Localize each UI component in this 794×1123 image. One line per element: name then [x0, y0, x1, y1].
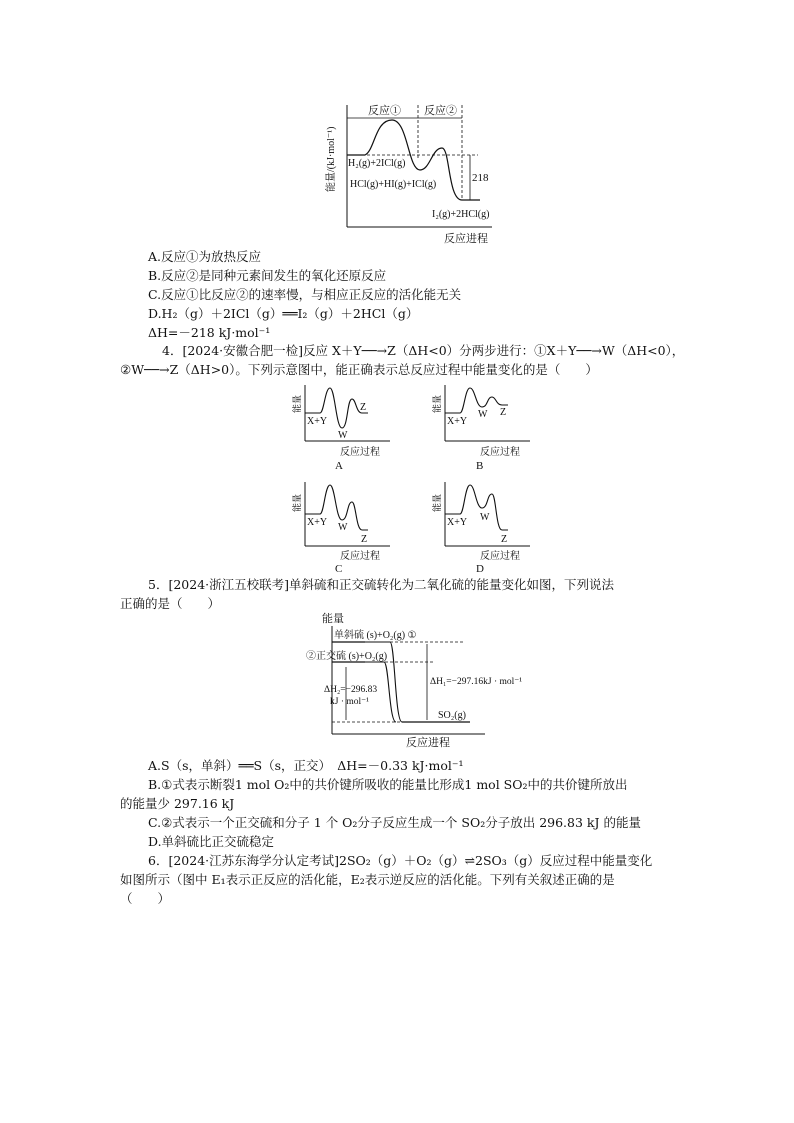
- q4c-w: W: [338, 522, 348, 533]
- q3-xlabel: 反应进程: [444, 233, 488, 245]
- q4a-z: Z: [360, 402, 367, 413]
- q4d-w: W: [480, 512, 490, 523]
- q6-stem-cont: 如图所示（图中 E₁表示正反应的活化能，E₂表示逆反应的活化能。下列有关叙述正确的是: [120, 872, 615, 887]
- q4b-label: B: [476, 460, 484, 472]
- q5-so2: SO₂(g): [438, 710, 466, 721]
- q4a-w: W: [338, 430, 348, 441]
- q3-state1: H₂(g)+2ICl(g): [348, 158, 406, 169]
- q4a-xy: X+Y: [307, 416, 328, 427]
- q4b-ylabel: 能量: [432, 394, 442, 413]
- q3-option-a: A.反应①为放热反应: [148, 249, 262, 264]
- q4d-z: Z: [501, 534, 508, 545]
- q4c-ylabel: 能量: [292, 493, 302, 512]
- q4b-xlabel: 反应过程: [480, 447, 520, 458]
- q5-mono: 单斜硫 (s)+O₂(g) ①: [334, 630, 417, 641]
- q4-diagram-b: [430, 383, 530, 471]
- q4-diagram-c: [290, 480, 390, 575]
- q4-stem: 4．[2024·安徽合肥一检]反应 X＋Y──→Z（ΔH<0）分两步进行：①X＋Y──→W（ΔH<0），: [162, 343, 685, 358]
- q5-option-b: B.①式表示断裂1 mol O₂中的共价键所吸收的能量比形成1 mol SO₂中的共价键所放出: [148, 777, 628, 792]
- q3-ylabel: 能量/(kJ·mol⁻¹): [326, 126, 337, 192]
- q6-answer-blank: （ ）: [120, 891, 171, 906]
- q3-option-b: B.反应②是同种元素间发生的氧化还原反应: [148, 268, 387, 283]
- q4d-xlabel: 反应过程: [480, 551, 520, 562]
- q4-stem-cont: ②W──→Z（ΔH>0）。下列示意图中，能正确表示总反应过程中能量变化的是（ ）: [120, 362, 598, 377]
- q5-dh2-unit: kJ · mol⁻¹: [330, 697, 370, 707]
- q5-option-a: A.S（s，单斜）══S（s，正交） ΔH=－0.33 kJ·mol⁻¹: [148, 758, 464, 773]
- q4a-xlabel: 反应过程: [340, 447, 380, 458]
- q4c-z: Z: [361, 534, 368, 545]
- q5-dh2: ΔH₂=−296.83: [324, 685, 378, 695]
- q4b-z: Z: [500, 407, 507, 418]
- q4d-label: D: [476, 563, 484, 575]
- q3-stage2: 反应②: [424, 105, 457, 117]
- q3-option-d-dh: ΔH=－218 kJ·mol⁻¹: [148, 325, 271, 340]
- q4d-xy: X+Y: [447, 517, 468, 528]
- q4d-ylabel: 能量: [432, 493, 442, 512]
- q6-stem: 6．[2024·江苏东海学分认定考试]2SO₂（g）＋O₂（g）⇌2SO₃（g）反应过程中能量变化: [148, 853, 653, 868]
- q4b-xy: X+Y: [447, 416, 468, 427]
- q4c-label: C: [335, 563, 343, 575]
- q5-ylabel: 能量: [322, 613, 344, 625]
- q5-rhombic: ②正交硫 (s)+O₂(g): [306, 651, 388, 662]
- q3-state2: HCl(g)+HI(g)+ICl(g): [350, 179, 437, 190]
- q4b-w: W: [478, 409, 488, 420]
- q5-option-b-cont: 的能量少 297.16 kJ: [120, 796, 235, 811]
- q5-energy-diagram: [300, 612, 523, 750]
- q5-option-c: C.②式表示一个正交硫和分子 1 个 O₂分子反应生成一个 SO₂分子放出 296.83 kJ 的能量: [148, 815, 641, 830]
- q4-diagram-a: [290, 383, 390, 471]
- q4a-label: A: [335, 460, 343, 472]
- q5-stem-cont: 正确的是（ ）: [120, 596, 221, 611]
- q5-option-d: D.单斜硫比正交硫稳定: [148, 834, 275, 849]
- q3-energy-diagram: [320, 100, 500, 250]
- q3-option-d: D.H₂（g）＋2ICl（g）══I₂（g）＋2HCl（g）: [148, 306, 419, 321]
- q5-dh1: ΔH₁=−297.16kJ · mol⁻¹: [430, 677, 523, 687]
- q4c-xlabel: 反应过程: [340, 551, 380, 562]
- q3-delta: 218: [472, 172, 489, 184]
- q5-stem: 5．[2024·浙江五校联考]单斜硫和正交硫转化为二氧化硫的能量变化如图，下列说法: [148, 577, 614, 592]
- q4a-ylabel: 能量: [292, 394, 302, 413]
- q3-option-c: C.反应①比反应②的速率慢，与相应正反应的活化能无关: [148, 287, 462, 302]
- q3-state3: I₂(g)+2HCl(g): [432, 209, 490, 220]
- q4-diagram-d: [430, 480, 530, 575]
- q4c-xy: X+Y: [307, 517, 328, 528]
- q3-stage1: 反应①: [368, 105, 401, 117]
- q5-xlabel: 反应进程: [406, 737, 450, 749]
